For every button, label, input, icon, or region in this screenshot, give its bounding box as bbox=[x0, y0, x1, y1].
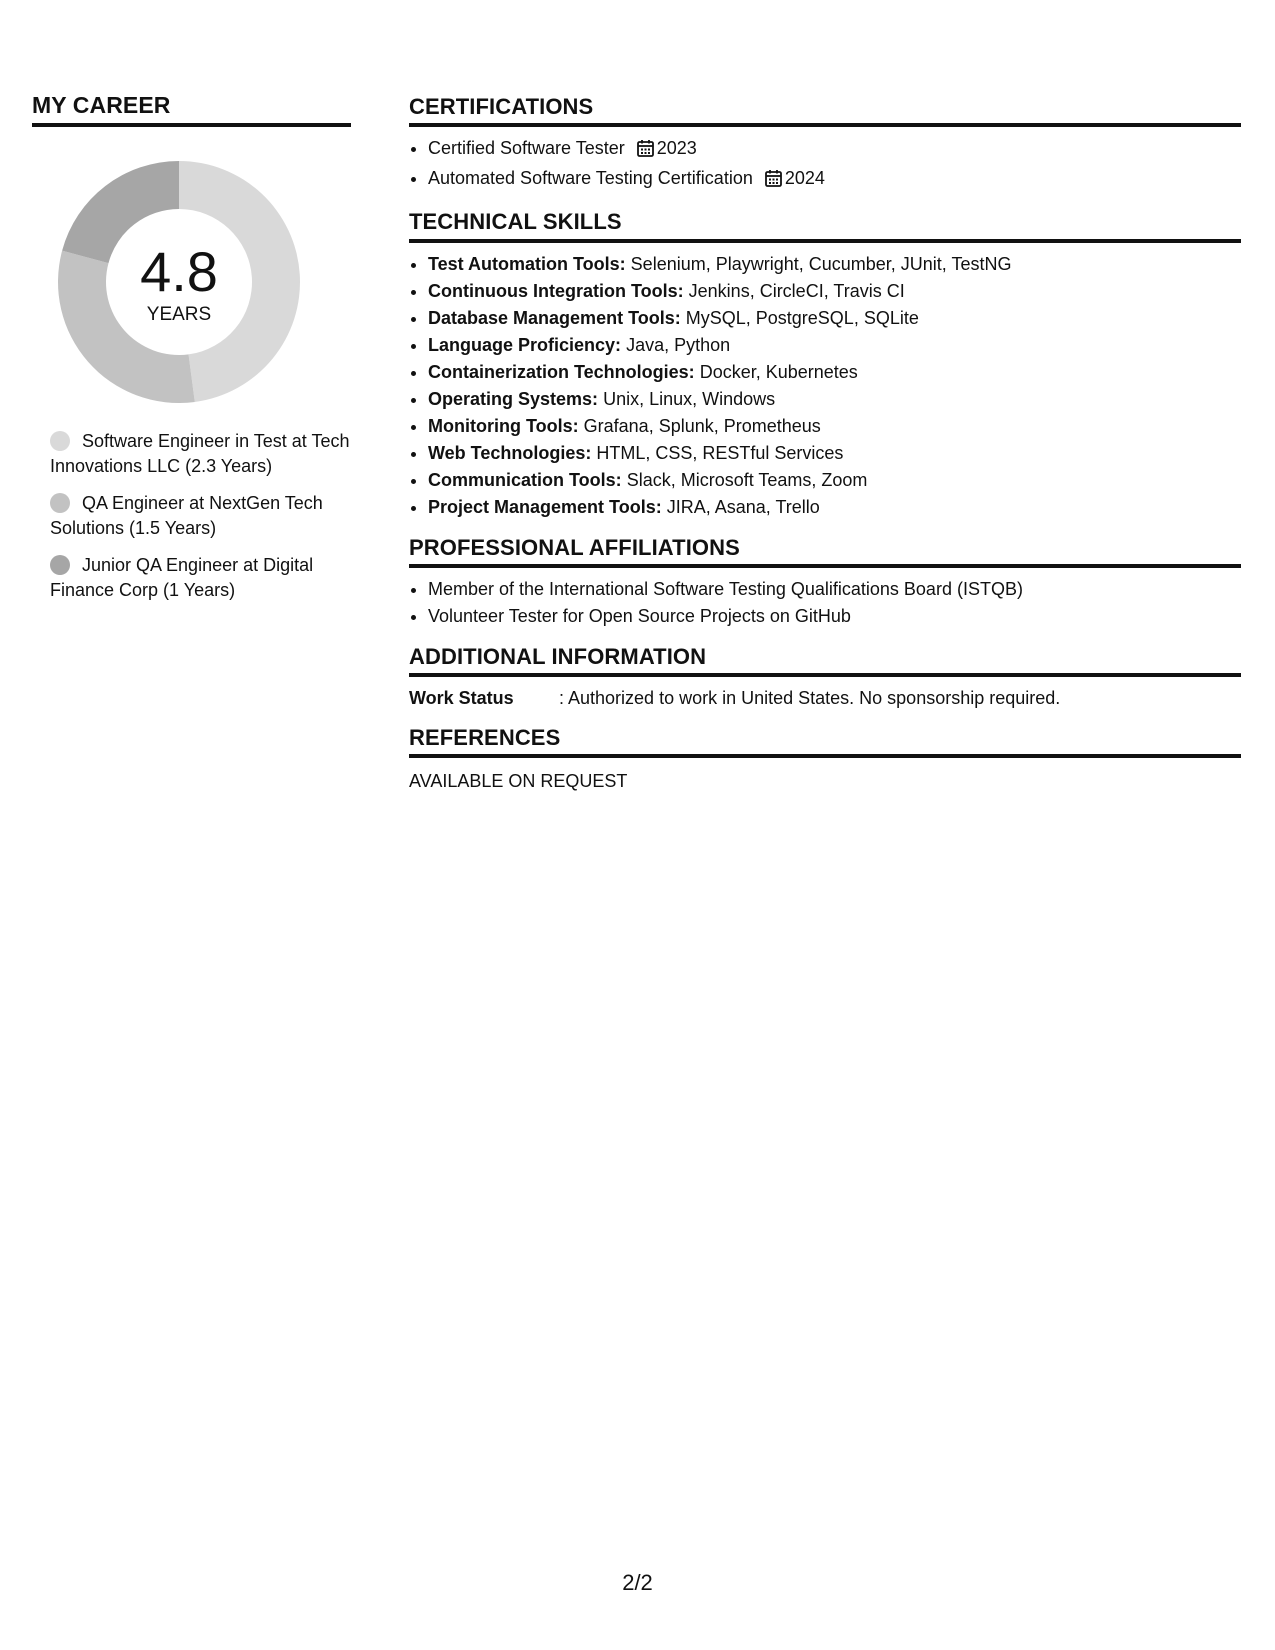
skill-label: Test Automation Tools: bbox=[428, 253, 626, 274]
technical-skills-title: TECHNICAL SKILLS bbox=[409, 209, 1241, 242]
skill-label: Continuous Integration Tools: bbox=[428, 280, 684, 301]
work-status-value: : Authorized to work in United States. No sponsorship required. bbox=[559, 688, 1061, 709]
references-text: AVAILABLE ON REQUEST bbox=[409, 771, 628, 792]
affiliation-item: • Member of the International Software Testing Qualifications Board (ISTQB) bbox=[428, 576, 1241, 603]
calendar-icon bbox=[637, 138, 654, 165]
career-title: MY CAREER bbox=[32, 92, 351, 127]
certification-item bbox=[428, 165, 1241, 195]
certifications-section bbox=[409, 94, 1241, 195]
skill-item bbox=[428, 305, 1241, 332]
affiliation-item: • Volunteer Tester for Open Source Projects on GitHub bbox=[428, 603, 1241, 630]
certification-name: Certified Software Tester bbox=[428, 138, 625, 159]
skill-item bbox=[428, 278, 1241, 305]
legend-label: QA Engineer at NextGen Tech Solutions (1.5 Years) bbox=[50, 493, 323, 539]
skill-label: Containerization Technologies: bbox=[428, 361, 695, 382]
skill-item bbox=[428, 413, 1241, 440]
legend-item bbox=[50, 491, 350, 541]
skill-value: Docker, Kubernetes bbox=[699, 361, 858, 382]
work-status-row bbox=[409, 685, 1241, 711]
legend-label: Junior QA Engineer at Digital Finance Corp (1 Years) bbox=[50, 555, 314, 601]
career-column bbox=[32, 92, 351, 615]
skill-item bbox=[428, 386, 1241, 413]
skill-item bbox=[428, 494, 1241, 521]
skill-label: Language Proficiency: bbox=[428, 334, 622, 355]
certification-year: 2023 bbox=[656, 138, 697, 159]
references-section bbox=[409, 725, 1241, 794]
legend-item bbox=[50, 429, 350, 479]
legend-label: Software Engineer in Test at Tech Innovations LLC (2.3 Years) bbox=[50, 431, 350, 477]
skill-value: JIRA, Asana, Trello bbox=[666, 496, 820, 517]
skill-label: Database Management Tools: bbox=[428, 307, 681, 328]
career-legend bbox=[50, 429, 350, 603]
technical-skills-section bbox=[409, 209, 1241, 520]
additional-info-title: ADDITIONAL INFORMATION bbox=[409, 644, 1241, 677]
skill-label: Communication Tools: bbox=[428, 469, 622, 490]
skill-item bbox=[428, 359, 1241, 386]
affiliations-title: PROFESSIONAL AFFILIATIONS bbox=[409, 535, 1241, 568]
skill-label: Project Management Tools: bbox=[428, 496, 662, 517]
skill-item bbox=[428, 332, 1241, 359]
work-status-label: Work Status bbox=[409, 688, 514, 709]
skill-value: Grafana, Splunk, Prometheus bbox=[583, 415, 821, 436]
certification-year: 2024 bbox=[784, 168, 825, 189]
legend-dot bbox=[50, 555, 70, 575]
affiliations-list bbox=[409, 576, 1241, 630]
calendar-icon bbox=[765, 168, 782, 195]
affiliations-section bbox=[409, 535, 1241, 630]
references-title: REFERENCES bbox=[409, 725, 1241, 758]
main-column bbox=[409, 94, 1241, 808]
skills-list bbox=[409, 251, 1241, 521]
skill-label: Monitoring Tools: bbox=[428, 415, 579, 436]
legend-dot bbox=[50, 493, 70, 513]
certification-item bbox=[428, 135, 1241, 165]
skill-item bbox=[428, 251, 1241, 278]
skill-label: Web Technologies: bbox=[428, 442, 592, 463]
career-total-unit: YEARS bbox=[146, 304, 212, 326]
additional-info-section bbox=[409, 644, 1241, 711]
skill-value: Slack, Microsoft Teams, Zoom bbox=[626, 469, 868, 490]
certification-name: Automated Software Testing Certification bbox=[428, 168, 753, 189]
page-number: 2/2 bbox=[622, 1570, 653, 1595]
skill-value: MySQL, PostgreSQL, SQLite bbox=[685, 307, 919, 328]
skill-item bbox=[428, 467, 1241, 494]
skill-value: Selenium, Playwright, Cucumber, JUnit, TestNG bbox=[630, 253, 1012, 274]
career-donut-chart bbox=[56, 159, 302, 405]
skill-label: Operating Systems: bbox=[428, 388, 599, 409]
skill-value: Jenkins, CircleCI, Travis CI bbox=[688, 280, 905, 301]
skill-value: Unix, Linux, Windows bbox=[603, 388, 776, 409]
donut-center bbox=[56, 159, 302, 405]
legend-item bbox=[50, 553, 350, 603]
skill-item bbox=[428, 440, 1241, 467]
certifications-list bbox=[409, 135, 1241, 195]
career-total-years: 4.8 bbox=[140, 240, 218, 304]
legend-dot bbox=[50, 431, 70, 451]
skill-value: HTML, CSS, RESTful Services bbox=[596, 442, 844, 463]
skill-value: Java, Python bbox=[626, 334, 731, 355]
certifications-title: CERTIFICATIONS bbox=[409, 94, 1241, 127]
